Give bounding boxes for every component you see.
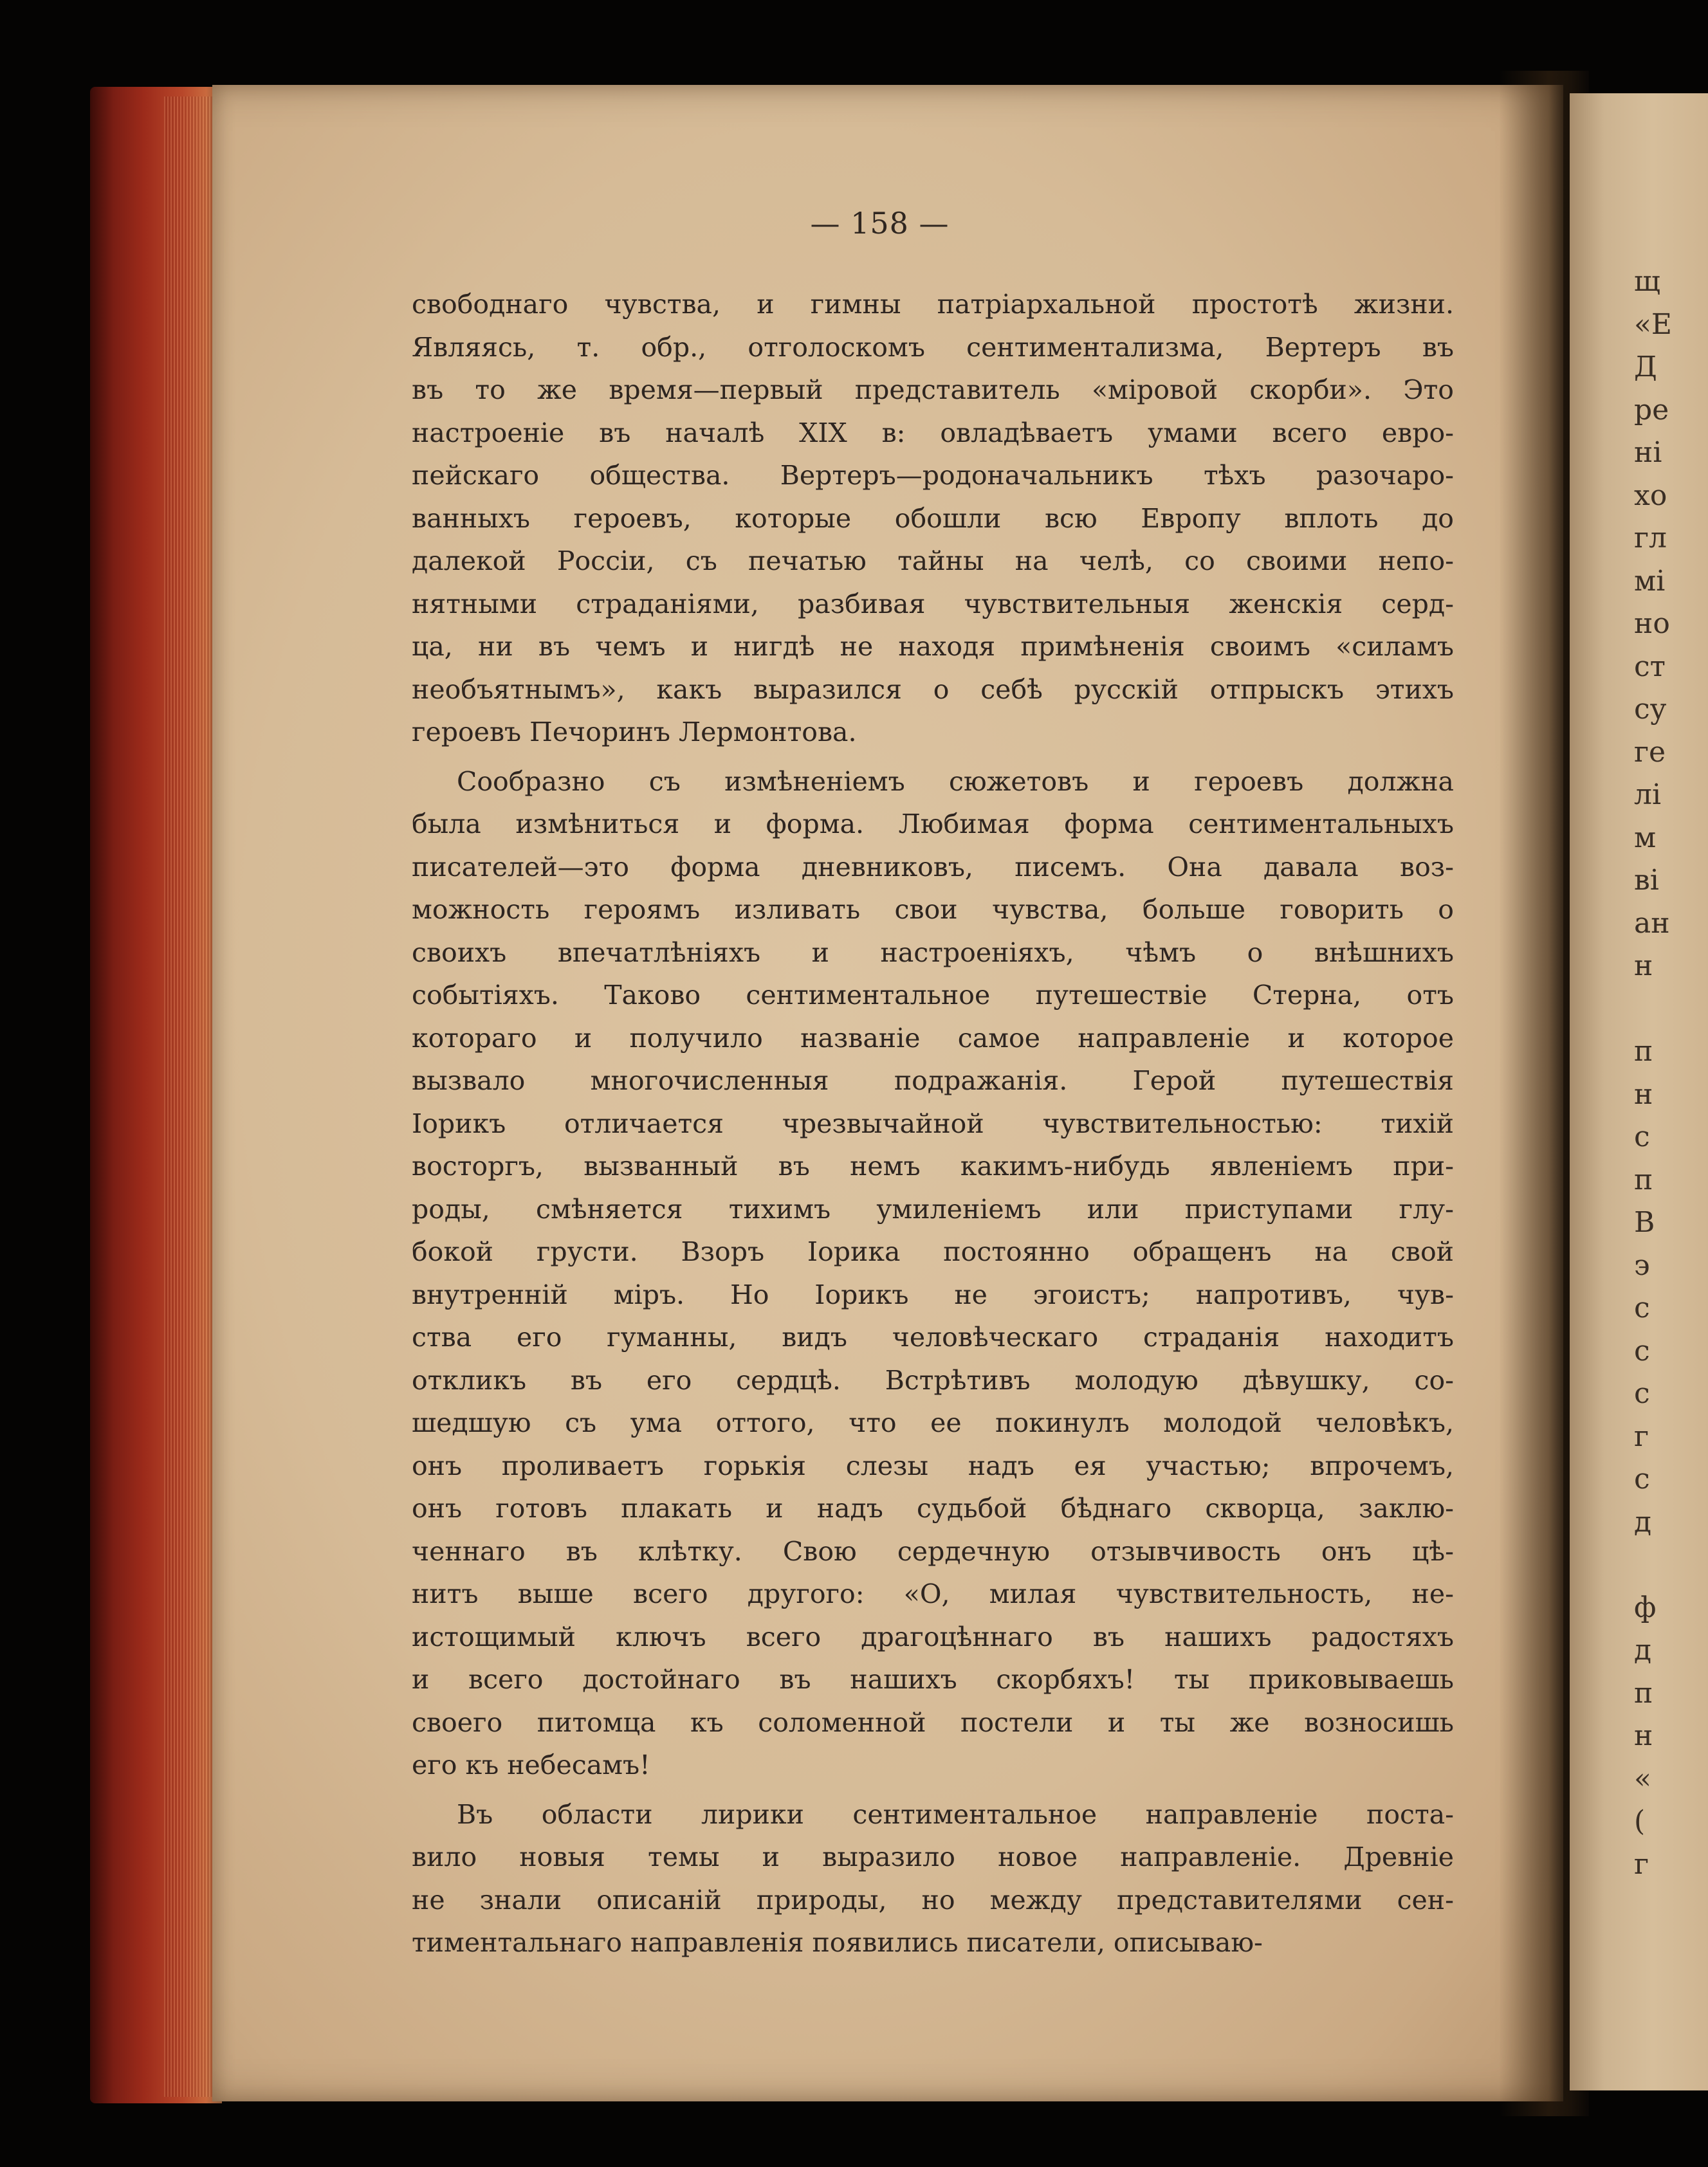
facing-page-fragment: с [1634,1334,1650,1367]
text-line: роды, смѣняется тихимъ умиленіемъ или приступами глу- [412,1193,1454,1225]
text-line: была измѣниться и форма. Любимая форма сентиментальныхъ [412,809,1454,839]
text-line: внутренній міръ. Но Іорикъ не эгоистъ; напротивъ, чув- [412,1279,1454,1310]
text-line: бокой грусти. Взоръ Іорика постоянно обращенъ на свой [412,1236,1454,1267]
text-line: въ то же время—первый представитель «міровой скорби». Это [412,374,1454,405]
facing-page-fragment: ге [1634,735,1666,769]
page-number: — 158 — [810,206,950,241]
facing-page-fragment: но [1634,607,1670,640]
text-line: настроеніе въ началѣ XIX в: овладѣваетъ умами всего евро- [412,417,1454,448]
text-line: не знали описаній природы, но между представителями сен- [412,1884,1454,1916]
facing-page-fragment: лі [1634,778,1662,811]
text-line: ченнаго въ клѣтку. Свою сердечную отзывчивость онъ цѣ- [412,1535,1454,1567]
facing-page-fragment: ан [1634,906,1670,940]
text-line: и всего достойнаго въ нашихъ скорбяхъ! ты приковываешь [412,1664,1454,1695]
facing-page-fragment: г [1634,1847,1649,1881]
facing-page-fragment: с [1634,1463,1650,1495]
page-stack-edge [164,96,216,2097]
text-line: своихъ впечатлѣніяхъ и настроеніяхъ, чѣмъ о внѣшнихъ [412,937,1454,968]
text-line: восторгъ, вызванный въ немъ какимъ-нибудь явленіемъ при- [412,1151,1454,1182]
text-line: далекой Россіи, съ печатью тайны на челѣ, со своими непо- [412,545,1454,576]
text-line: его къ небесамъ! [412,1750,650,1780]
facing-page-fragment: э [1634,1248,1650,1282]
facing-page-fragment: хо [1634,479,1667,512]
facing-page-fragment [1634,1544,1708,1587]
paragraph [412,283,1454,754]
text-line: онъ проливаетъ горькія слезы надъ ея участью; впрочемъ, [412,1450,1454,1481]
text-line: пейскаго общества. Вертеръ—родоначальникъ тѣхъ разочаро- [412,460,1454,491]
text-line: Сообразно съ измѣненіемъ сюжетовъ и героевъ должна [457,765,1454,797]
text-line: можность героямъ изливать свои чувства, больше говорить о [412,894,1454,925]
facing-page-fragment: н [1634,1077,1653,1111]
text-line: нитъ выше всего другого: «О, милая чувствительность, не- [412,1578,1454,1609]
text-line: ванныхъ героевъ, которые обошли всю Европу вплоть до [412,502,1454,534]
text-line: тиментальнаго направленія появились писатели, описываю- [412,1927,1263,1958]
facing-page-text [1634,261,1708,1886]
facing-page-fragment: В [1634,1206,1655,1239]
text-line: вило новыя темы и выразило новое направленіе. Древніе [412,1842,1454,1872]
facing-page-fragment: ре [1634,393,1669,426]
facing-page-fragment: ні [1634,436,1662,469]
text-line: онъ готовъ плакать и надъ судьбой бѣднаго скворца, заклю- [412,1493,1454,1524]
facing-page-fragment: д [1634,1634,1652,1667]
facing-page-fragment: п [1634,1163,1653,1196]
text-line: Іорикъ отличается чрезвычайной чувствительностью: тихій [412,1108,1454,1139]
text-line: писателей—это форма дневниковъ, писемъ. Она давала воз- [412,851,1454,882]
facing-page-fragment: с [1634,1120,1650,1153]
facing-page-fragment: су [1634,693,1667,726]
facing-page-fragment: ст [1634,650,1666,683]
page-body-text [412,283,1454,1964]
facing-page-fragment: н [1634,1719,1653,1752]
facing-page-fragment: м [1634,821,1657,854]
text-line: шедшую съ ума оттого, что ее покинулъ молодой человѣкъ, [412,1407,1454,1438]
facing-page-fragment: п [1634,1035,1653,1068]
facing-page-fragment: с [1634,1292,1650,1324]
facing-page-fragment: г [1634,1420,1649,1453]
text-line: откликъ въ его сердцѣ. Встрѣтивъ молодую дѣвушку, со- [412,1364,1454,1396]
text-line: Являясь, т. обр., отголоскомъ сентиментализма, Вертеръ въ [412,331,1454,363]
facing-page-fragment: д [1634,1505,1652,1539]
facing-page-fragment: Д [1634,351,1657,383]
text-line: вызвало многочисленныя подражанія. Герой путешествія [412,1065,1454,1096]
facing-page-fragment: с [1634,1377,1650,1410]
text-line: свободнаго чувства, и гимны патріархальной простотѣ жизни. [412,289,1454,320]
facing-page-fragment: гл [1634,522,1667,554]
facing-page-fragment: ві [1634,864,1659,897]
text-line: нятными страданіями, разбивая чувствительныя женскія серд- [412,588,1454,619]
text-line: ца, ни въ чемъ и нигдѣ не находя примѣненія своимъ «силамъ [412,631,1454,662]
text-line: котораго и получило названіе самое направленіе и которое [412,1022,1454,1054]
paragraph [412,760,1454,1787]
facing-page-fragment: мі [1634,564,1666,598]
paragraph-gap [412,1787,1454,1793]
text-line: событіяхъ. Таково сентиментальное путешествіе Стерна, отъ [412,980,1454,1010]
text-line: Въ области лирики сентиментальное направленіе поста- [457,1798,1454,1830]
facing-page-fragment: « [1634,1762,1651,1795]
facing-page-fragment: н [1634,949,1653,982]
text-line: истощимый ключъ всего драгоцѣннаго въ нашихъ радостяхъ [412,1621,1454,1652]
facing-page-fragment: ( [1634,1805,1646,1838]
text-line: героевъ Печоринъ Лермонтова. [412,717,857,747]
paragraph [412,1793,1454,1964]
text-line: необъятнымъ», какъ выразился о себѣ русскій отпрыскъ этихъ [412,673,1454,705]
facing-page-fragment: ф [1634,1591,1657,1624]
paragraph-gap [412,754,1454,760]
text-line: ства его гуманны, видъ человѣческаго страданія находитъ [412,1322,1454,1353]
facing-page-fragment: «Е [1634,307,1673,341]
facing-page-fragment: п [1634,1676,1653,1710]
facing-page-fragment: щ [1634,265,1660,298]
facing-page-fragment [1634,988,1708,1031]
text-line: своего питомца къ соломенной постели и ты же возносишь [412,1706,1454,1738]
